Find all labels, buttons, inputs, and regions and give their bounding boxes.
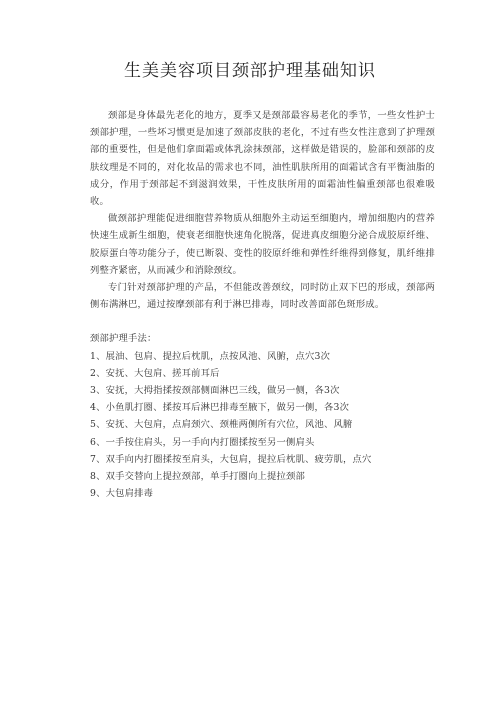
list-item: 7、双手向内打圈揉按至肩头，大包肩，提拉后枕肌、疲劳肌，点穴 — [90, 453, 372, 465]
paragraph-products: 专门针对颈部护理的产品，不但能改善颈纹，同时防止双下巴的形成，颈部两侧布满淋巴，通过按摩颈部有利于淋巴排毒，同时改善面部色斑形成。 — [90, 282, 435, 311]
list-item: 1、展油、包肩、提拉后枕肌，点按风池、风腑，点穴3次 — [90, 350, 331, 362]
paragraph-intro: 颈部是身体最先老化的地方，夏季又是颈部最容易老化的季节，一些女性护士颈部护理，一些坏习惯更是加速了颈部皮肤的老化，不过有些女性注意到了护理颈部的重要性，但是他们拿面霜或体乳涂抹颈部，这样做是错误的，脸部和颈部的皮肤纹理是不同的，对化妆品的需求也不同，油性肌肤所用的面霜试含有平衡油脂的成分，作用于颈部起不到滋润效果，干性皮肤所用的面霜油性偏重颈部也很难吸收。 — [90, 110, 435, 208]
method-heading: 颈部护理手法： — [90, 333, 157, 345]
list-item: 8、双手交替向上提拉颈部，单手打圈向上提拉颈部 — [90, 471, 306, 483]
article-body — [90, 107, 435, 502]
steps-list — [90, 348, 435, 503]
section-spacer — [90, 313, 435, 330]
paragraph-benefits: 做颈部护理能促进细胞营养物质从细胞外主动运至细胞内，增加细胞内的营养快速生成新生细胞，使衰老细胞快速角化脱落，促进真皮细胞分泌合成胶原纤维、胶原蛋白等功能分子，使已断裂、变性的胶原纤维和弹性纤维得到修复，肌纤维排列整齐紧密，从而减少和消除颈纹。 — [90, 213, 435, 276]
page-title: 生美美容项目颈部护理基础知识 — [124, 61, 376, 81]
list-item: 3、安抚，大拇指揉按颈部侧面淋巴三线，做另一侧，各3次 — [90, 385, 340, 397]
list-item: 4、小鱼肌打圈、揉按耳后淋巴排毒至腋下，做另一侧，各3次 — [90, 402, 350, 414]
list-item: 9、大包肩排毒 — [90, 488, 154, 500]
list-item: 2、安抚、大包肩、搓耳前耳后 — [90, 367, 220, 379]
list-item: 6、一手按住肩头，另一手向内打圈揉按至另一侧肩头 — [90, 436, 315, 448]
list-item: 5、安抚、大包肩，点肩颈穴、颈椎两侧所有穴位，风池、风腑 — [90, 419, 353, 431]
